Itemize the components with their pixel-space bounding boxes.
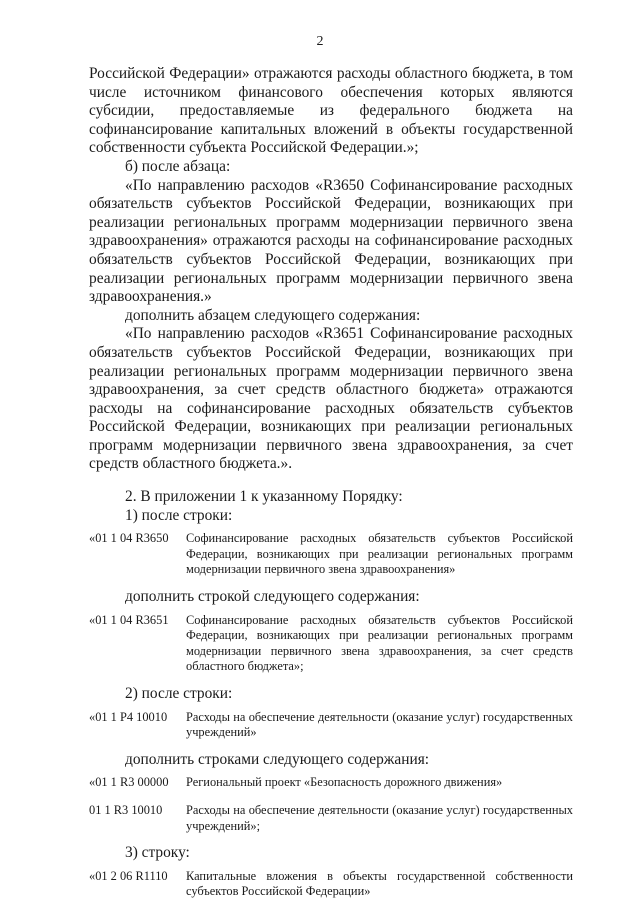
row-description: Региональный проект «Безопасность дорожного движения» — [186, 775, 503, 790]
item-add-row: дополнить строкой следующего содержания: — [125, 588, 420, 606]
row-code: «01 2 06 R1110 — [89, 868, 168, 883]
row-code: 01 1 R3 10010 — [89, 802, 163, 817]
row-code: «01 1 P4 10010 — [89, 709, 168, 724]
row-code: «01 1 04 R3650 — [89, 531, 169, 546]
table-row — [89, 531, 573, 578]
item-row-3: 3) строку: — [125, 844, 190, 862]
item-add-rows: дополнить строками следующего содержания: — [125, 750, 430, 768]
row-description: Расходы на обеспечение деятельности (оказание услуг) государственных учреждений» — [186, 709, 573, 740]
paragraph-after-abzats: б) после абзаца: — [125, 157, 231, 175]
item-after-row-2: 2) после строки: — [125, 685, 233, 702]
table-row — [89, 775, 573, 791]
table-row — [89, 613, 573, 675]
table-row — [89, 710, 573, 741]
paragraph-add-abzats: дополнить абзацем следующего содержания: — [125, 306, 421, 324]
paragraph-continuation: Российской Федерации» отражаются расходы областного бюджета, в том числе источником финансового обеспечения которых являются субсидии, предоставляемые из федерального бюджета на софинансирование капитальных вложений в объекты государственной собственности субъекта Российской Федерации.»; — [89, 65, 573, 157]
paragraph-r3650-quote: «По направлению расходов «R3650 Софинансирование расходных обязательств субъектов Российской Федерации, возникающих при реализации региональных программ модернизации первичного звена здравоохранения» отражаются расходы на софинансирование расходных обязательств субъектов Российской Федерации, возникающих при реализации региональных программ модернизации первичного звена здравоохранения.» — [89, 176, 573, 306]
row-description: Расходы на обеспечение деятельности (оказание услуг) государственных учреждений»; — [186, 802, 573, 833]
item-after-row-1: 1) после строки: — [125, 506, 233, 524]
document-body — [89, 65, 573, 900]
row-description: Капитальные вложения в объекты государственной собственности субъектов Российской Федерации» — [186, 868, 573, 899]
section-heading-appendix-1: 2. В приложении 1 к указанному Порядку: — [125, 488, 403, 506]
page-number: 2 — [316, 34, 324, 49]
paragraph-r3651-quote: «По направлению расходов «R3651 Софинансирование расходных обязательств субъектов Российской Федерации, возникающих при реализации региональных программ модернизации первичного звена здравоохранения, за счет средств областного бюджета» отражаются расходы на софинансирование расходных обязательств субъектов Российской Федерации, возникающих при реализации региональных программ модернизации первичного звена здравоохранения, за счет средств областного бюджета.». — [89, 325, 573, 473]
row-code: «01 1 R3 00000 — [89, 775, 169, 790]
row-description: Софинансирование расходных обязательств субъектов Российской Федерации, возникающих при реализации региональных программ модернизации первичного звена здравоохранения» — [186, 531, 573, 577]
row-description: Софинансирование расходных обязательств субъектов Российской Федерации, возникающих при реализации региональных программ модернизации первичного звена здравоохранения, за счет средств областного бюджета»; — [186, 612, 573, 674]
table-row — [89, 869, 573, 900]
row-code: «01 1 04 R3651 — [89, 612, 169, 627]
table-row — [89, 803, 573, 834]
